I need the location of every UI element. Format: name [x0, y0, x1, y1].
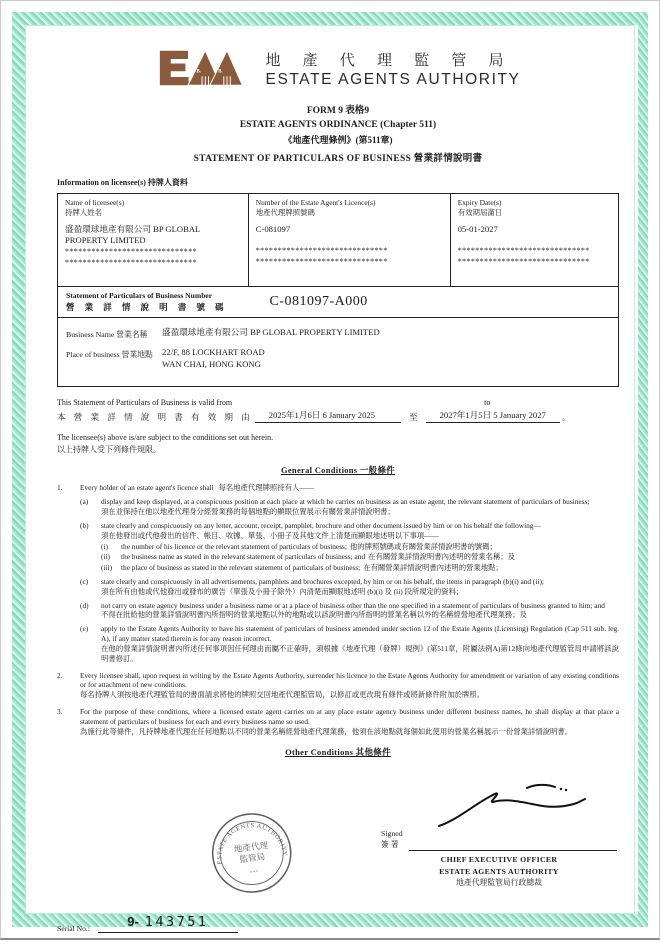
- place-of-business-label: Place of business 營業地點: [66, 350, 153, 359]
- validity-period-mark: 。: [561, 412, 571, 423]
- place-of-business-line1: 22/F, 88 LOCKHART ROAD: [162, 347, 265, 357]
- validity-line-en: [57, 398, 619, 407]
- signatory-title: [381, 854, 617, 889]
- condition-2: 2. Every licensee shall, upon request in writing by the Estate Agents Authority, surrender his licence to the Estate Agents Authority for amendment or variation of any existing conditions or for attachment of new conditions. 每名持牌人須按地產代理監管局的書面請求將他的牌照交回地產代理監管局，以修訂或更改現有條件或將新條件附加於牌照。: [57, 670, 619, 700]
- document-content: [26, 26, 634, 933]
- signatory-title-line3: 地產代理監管局行政總裁: [456, 878, 542, 888]
- place-of-business-value: [162, 347, 265, 370]
- condition-1-number: 1.: [57, 483, 63, 493]
- licence-number-label-zh: 地產代理牌照號碼: [255, 207, 315, 217]
- masked-row: ******************************: [457, 257, 590, 267]
- svg-text:▪ ▪ ▪: ▪ ▪ ▪: [249, 868, 259, 876]
- other-conditions-heading: Other Conditions 其他條件: [285, 746, 391, 757]
- validity-from-date: 2025年1月6日 6 January 2025: [255, 409, 401, 423]
- general-conditions-list: [57, 483, 619, 736]
- licence-number-label-en: Number of the Estate Agent's Licence(s): [255, 198, 376, 207]
- statement-number-label-zh: 營 業 詳 情 說 明 書 號 碼: [66, 302, 228, 312]
- masked-row: ******************************: [255, 257, 388, 267]
- stamp-center-zh-2: 監管局: [238, 851, 266, 865]
- authority-name-zh: 地 產 代 理 監 管 局: [265, 51, 513, 69]
- serial-number-value: 9- 143751: [98, 913, 238, 933]
- validity-prefix-zh: 本 營 業 詳 情 說 明 書 有 效 期 由: [57, 412, 253, 423]
- authority-name: [266, 52, 521, 89]
- masked-row: ******************************: [457, 246, 590, 256]
- condition-1b: (b) state clearly and conspicuously on any letter, account, receipt, pamphlet, brochure and other document issued by him or on his behalf the following— 須在他發出或代他發出的信件、帳目、收據、單張、小冊子及其他文件上清楚而顯眼地述明以下事項—— (i) the number of his licence or the relevant statement of particulars of business; 他的牌照號碼或有關營業詳情說明書的號碼； (ii) the business name as stated in the relevant statement of particulars of business; and 在有關營業詳情說明書內述明的營業名稱；及 (iii) the place of business as stated in the relevant statement of particulars of business; 在有關營業詳情說明書內述明的營業地點；: [80, 521, 619, 573]
- signatory-title-line2: ESTATE AGENTS AUTHORITY: [439, 866, 559, 876]
- general-conditions-heading: General Conditions 一般條件: [280, 465, 396, 476]
- svg-text:B.: B.: [195, 68, 201, 75]
- expiry-date-cell: [450, 194, 618, 287]
- signature-block: [381, 782, 617, 889]
- masked-row: ******************************: [65, 247, 197, 257]
- business-name-label: Business Name 營業名稱: [66, 330, 148, 339]
- serial-number-row: [57, 913, 238, 933]
- ordinance-title-en: ESTATE AGENTS ORDINANCE (Chapter 511): [239, 120, 437, 130]
- licensee-info-table: [57, 193, 619, 287]
- place-of-business-line2: WAN CHAI, HONG KONG: [162, 358, 261, 369]
- licensee-info-heading: Information on licensee(s) 持牌人資料: [57, 178, 188, 187]
- licensee-name-label-zh: 持牌人姓名: [65, 207, 102, 217]
- signed-row: [381, 828, 617, 851]
- expiry-date-value: 05-01-2027: [457, 223, 498, 234]
- licensee-name-label-en: Name of licensee(s): [65, 198, 125, 207]
- statement-number-box: [57, 287, 619, 318]
- validity-line-zh: [57, 409, 619, 423]
- statement-number-label: [66, 291, 228, 313]
- form-number: FORM 9 表格9: [306, 106, 370, 116]
- authority-name-en: ESTATE AGENTS AUTHORITY: [265, 70, 521, 88]
- masked-row: ******************************: [255, 246, 388, 256]
- svg-text:B.: B.: [217, 68, 223, 75]
- validity-to-date: 2027年1月5日 5 January 2027: [426, 409, 560, 423]
- signed-label-en: Signed: [381, 828, 403, 838]
- subject-to-conditions-zh: 以上持牌人受下列條件規限。: [57, 444, 161, 454]
- signature-icon: [431, 782, 601, 834]
- condition-1a: (a) display and keep displayed, at a conspicuous position at each place at which he carries on business as an estate agent, the relevant statement of particulars of business; 須在並保持在他以地產代理身分經營業務的每個地點的顯眼位置展示有關營業詳情說明書；: [80, 497, 590, 517]
- subject-to-conditions: [57, 432, 619, 455]
- expiry-date-label-zh: 有效期屆滿日: [457, 207, 503, 217]
- signature-line: [409, 832, 617, 851]
- validity-valid-from-text: This Statement of Particulars of Business is valid from: [57, 398, 233, 408]
- authority-header: [57, 46, 619, 95]
- subject-to-conditions-en: The licensee(s) above is/are subject to the conditions set out herein.: [57, 433, 274, 443]
- condition-1b-ii: (ii) the business name as stated in the relevant statement of particulars of business; and 在有關營業詳情說明書內述明的營業名稱；及: [101, 552, 516, 562]
- statement-number-label-en: Statement of Particulars of Business Number: [66, 291, 213, 300]
- validity-to-text: to: [484, 398, 491, 408]
- condition-1c: (c) state clearly and conspicuously in all advertisements, pamphlets and brochures excepted, by him or on his behalf, the items in paragraph (b)(i) and (ii); 須在所有由他或代他發出或發布的廣告（單張及小冊子除外）內清楚而顯眼地述明 (b)(i) 及 (ii) 段所規定的資料；: [80, 577, 544, 596]
- business-name-row: [66, 327, 610, 340]
- authority-stamp-icon: [204, 805, 300, 906]
- condition-1e: (e) apply to the Estate Agents Authority to have his statement of particulars of business amended under section 12 of the Estate Agents (Licensing) Regulation (Cap 511 sub. leg. A), if any matter stated therein is for any reason incorrect. 在他的營業詳情說明書內所述任何事項因任何理由而屬不正確時，須根據《地產代理（發牌）規例》(第511章，附屬法例A)第12條向地產代理監管局申請將該說明書修訂。: [80, 624, 619, 663]
- svg-text:ESTATE AGENTS AUTHORITY: ESTATE AGENTS AUTHORITY: [216, 821, 289, 865]
- statement-number-value: C-081097-A000: [269, 294, 368, 309]
- licensee-name-value: 盛盈環球地產有限公司 BP GLOBAL PROPERTY LIMITED: [65, 223, 200, 246]
- condition-1b-iii: (iii) the place of business as stated in the relevant statement of particulars of business; 在有關營業詳情說明書內述明的營業地點；: [101, 563, 503, 573]
- condition-1: [57, 483, 619, 663]
- business-name-value: 盛盈環球地產有限公司 BP GLOBAL PROPERTY LIMITED: [162, 327, 380, 337]
- condition-3-number: 3.: [57, 707, 63, 717]
- stamp-center-zh-1: 地產代理: [233, 839, 269, 854]
- signature-section: [57, 762, 619, 947]
- licensee-name-cell: [58, 194, 249, 287]
- document-title: STATEMENT OF PARTICULARS OF BUSINESS 營業詳情說明書: [193, 154, 483, 164]
- masked-row: ******************************: [65, 258, 197, 268]
- business-details-box: [57, 318, 619, 387]
- condition-1d: (d) not carry on estate agency business under a business name or at a place of business other than the one specified in a statement of particulars of business granted to him; and 不得在批給他的營業詳情說明書內所指明的營業地點以外的地點或以該說明書內所指明的營業名稱以外的名稱經營地產代理業務；及: [80, 600, 605, 620]
- signatory-title-line1: CHIEF EXECUTIVE OFFICER: [440, 854, 558, 864]
- expiry-date-label-en: Expiry Date(s): [457, 198, 502, 207]
- condition-1-intro: Every holder of an estate agent's licence shall 每名地產代理牌照持有人——: [80, 483, 314, 493]
- signed-label-zh: 簽 署: [381, 840, 399, 850]
- condition-3: 3. For the purpose of these conditions, where a licensed estate agent carries on at any place estate agency business under different business names, he shall display at that place a statement of particulars of business for each and every business name so used. 為施行此等條件，凡持牌地產代理在任何地點以不同的營業名稱經營地產代理業務，他須在該地點就每個如此使用的營業名稱展示一份營業詳情說明書。: [57, 707, 619, 736]
- condition-1b-i: (i) the number of his licence or the relevant statement of particulars of business; 他的牌照號碼或有關營業詳情說明書的號碼；: [101, 541, 497, 551]
- ordinance-title-zh: 《地產代理條例》(第511章): [283, 135, 393, 145]
- validity-to-zh: 至: [408, 412, 418, 423]
- licence-number-value: C-081097: [255, 223, 291, 234]
- place-of-business-row: [66, 347, 610, 370]
- licence-number-cell: [248, 194, 450, 287]
- condition-2-number: 2.: [57, 670, 63, 680]
- serial-number-label: Serial No.:: [57, 923, 90, 933]
- eaa-logo-icon: [156, 46, 252, 95]
